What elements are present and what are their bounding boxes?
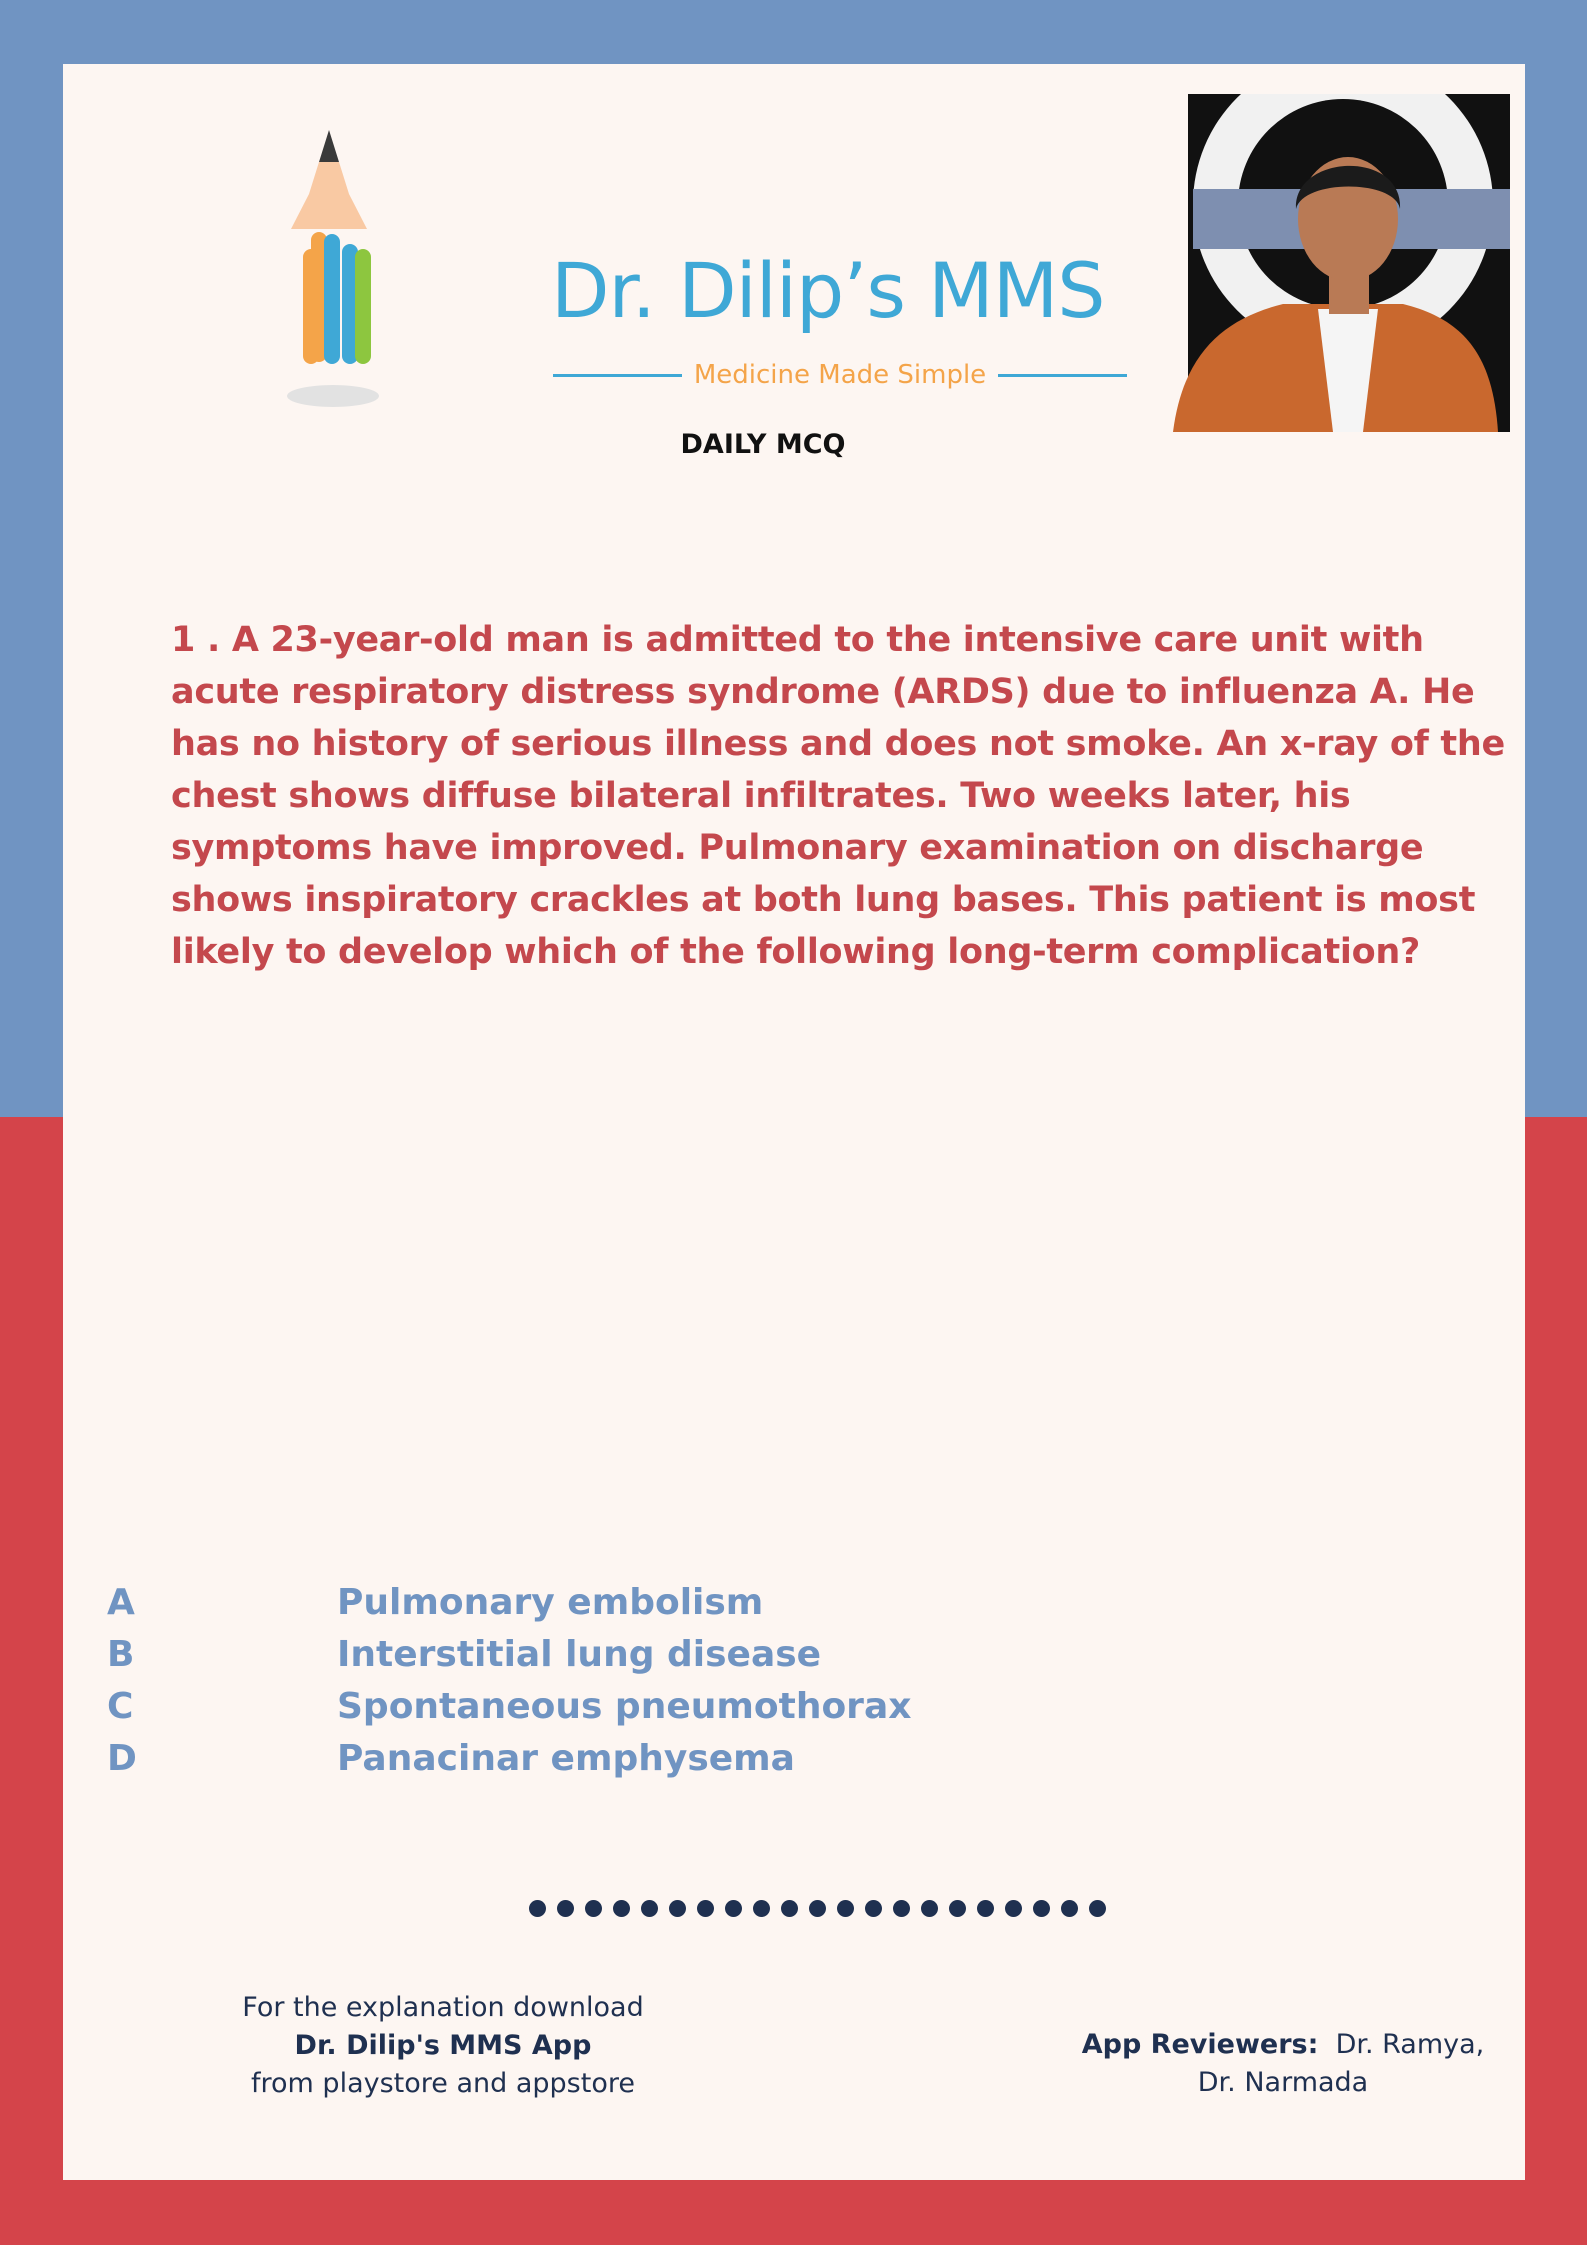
divider-dot — [837, 1900, 854, 1917]
download-instructions — [233, 1989, 653, 2103]
app-reviewers — [1013, 2026, 1553, 2102]
option-text: Pulmonary embolism — [337, 1582, 764, 1623]
divider-dot — [1089, 1900, 1106, 1917]
reviewer-name-2: Dr. Narmada — [1197, 2067, 1369, 2098]
app-name-text: Dr. Dilip's MMS App — [294, 2030, 592, 2061]
portrait-image — [1133, 94, 1510, 432]
divider-dot — [641, 1900, 658, 1917]
option-c[interactable] — [107, 1686, 1107, 1738]
reviewers-line-1 — [1013, 2026, 1553, 2064]
pencil-logo-icon — [243, 94, 423, 414]
divider-dot — [1033, 1900, 1050, 1917]
divider-dot — [1061, 1900, 1078, 1917]
option-text: Panacinar emphysema — [337, 1738, 795, 1779]
divider-dot — [865, 1900, 882, 1917]
divider-dot — [921, 1900, 938, 1917]
divider-dot — [781, 1900, 798, 1917]
app-name — [233, 2027, 653, 2065]
divider-dot — [949, 1900, 966, 1917]
divider-dot — [585, 1900, 602, 1917]
reviewers-label: App Reviewers: — [1081, 2029, 1319, 2060]
divider-dot — [725, 1900, 742, 1917]
options-list — [107, 1582, 1107, 1790]
option-text: Spontaneous pneumothorax — [337, 1686, 912, 1727]
tagline-divider-left — [553, 374, 682, 377]
divider-dot — [669, 1900, 686, 1917]
author-photo — [1133, 94, 1510, 432]
option-b[interactable] — [107, 1634, 1107, 1686]
logo-tagline-row — [553, 358, 1127, 392]
logo-title: Dr. Dilip’s MMS — [551, 246, 1105, 335]
divider-dot — [1005, 1900, 1022, 1917]
divider-dot — [529, 1900, 546, 1917]
reviewer-name-1: Dr. Ramya, — [1335, 2029, 1485, 2060]
dot-divider — [529, 1900, 1106, 1917]
brand-logo — [243, 94, 1105, 414]
question-text: 1 . A 23-year-old man is admitted to the intensive care unit with acute respiratory distress syndrome (ARDS) due to influenza A. He has no history of serious illness and does not smoke. An x-ray of the chest shows diffuse bilateral infiltrates. Two weeks later, his symptoms have improved. Pulmonary examination on discharge shows inspiratory crackles at both lung bases. This patient is most likely to develop which of the following long-term complication? — [171, 620, 1505, 972]
option-letter: D — [107, 1738, 137, 1779]
divider-dot — [697, 1900, 714, 1917]
divider-dot — [809, 1900, 826, 1917]
page-title: DAILY MCQ — [680, 429, 846, 460]
option-letter: A — [107, 1582, 135, 1623]
divider-dot — [977, 1900, 994, 1917]
divider-dot — [557, 1900, 574, 1917]
option-letter: B — [107, 1634, 135, 1675]
divider-dot — [753, 1900, 770, 1917]
option-a[interactable] — [107, 1582, 1107, 1634]
divider-dot — [613, 1900, 630, 1917]
option-text: Interstitial lung disease — [337, 1634, 822, 1675]
content-card — [63, 64, 1525, 2180]
download-line-1: For the explanation download — [242, 1992, 644, 2023]
option-letter: C — [107, 1686, 134, 1727]
tagline-divider-right — [998, 374, 1127, 377]
download-line-3: from playstore and appstore — [251, 2068, 635, 2099]
option-d[interactable] — [107, 1738, 1107, 1790]
logo-tagline: Medicine Made Simple — [693, 360, 987, 390]
divider-dot — [893, 1900, 910, 1917]
